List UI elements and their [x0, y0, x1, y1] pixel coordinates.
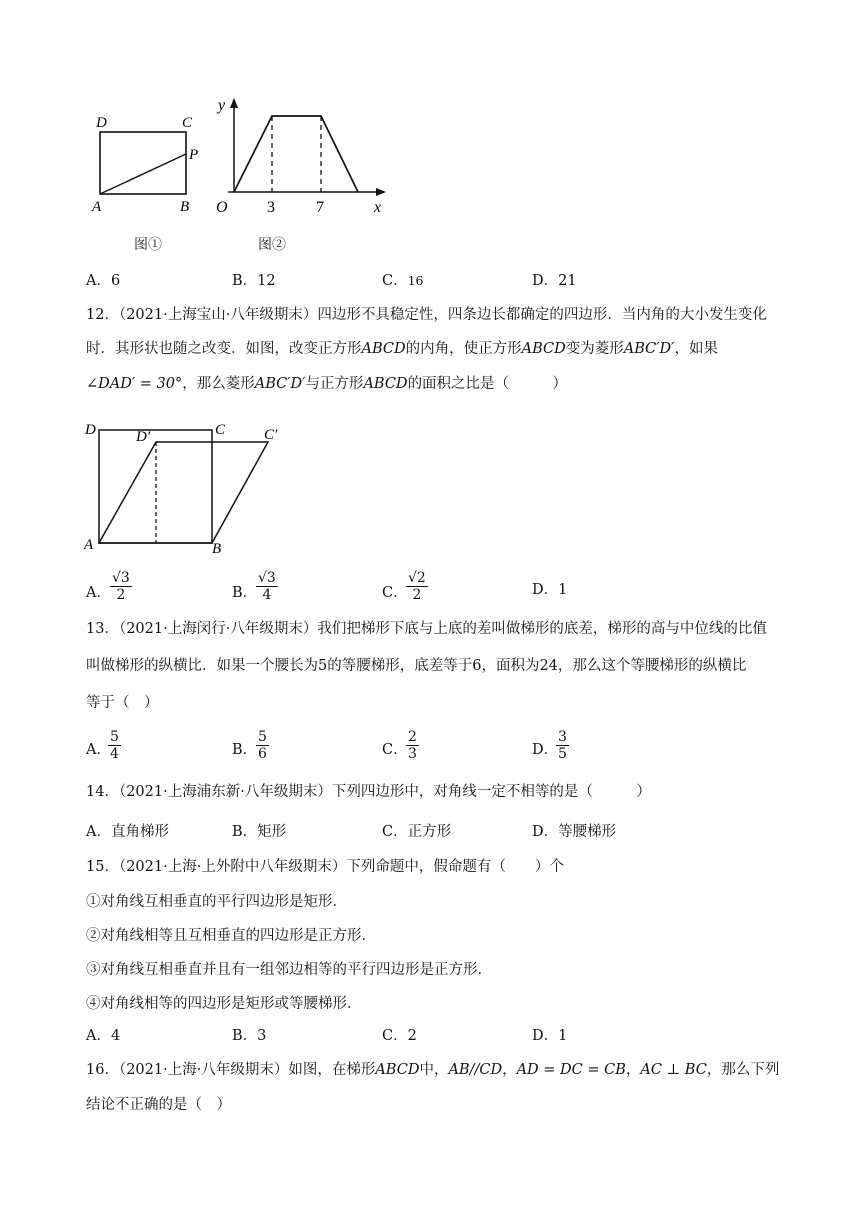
- q13-option-d-fraction[interactable]: $\frac{3}{5}$: [558, 729, 567, 762]
- q14-option-c[interactable]: C．正方形: [382, 824, 452, 840]
- q13-stem-line-2: 叫做梯形的纵横比．如果一个腰长为5的等腰梯形，底差等于6，面积为24，那么这个等腰梯形的纵横比: [86, 658, 747, 674]
- q13-option-b-letter[interactable]: B．: [232, 742, 258, 758]
- figure-2-graph: [210, 96, 395, 221]
- q12-option-b-letter[interactable]: B．: [232, 585, 258, 601]
- label-b: B: [212, 541, 222, 555]
- q12-option-d[interactable]: D．1: [532, 582, 568, 598]
- q12-option-a-fraction[interactable]: $\frac{√3}{2}$: [112, 570, 130, 603]
- q15-stem: 15．（2021·上海·上外附中八年级期末）下列命题中，假命题有（ ）个: [86, 859, 564, 875]
- label-c: C: [215, 422, 226, 438]
- q13-option-c-fraction[interactable]: $\frac{2}{3}$: [408, 729, 417, 762]
- segment-ap: [100, 154, 186, 194]
- q14-option-b[interactable]: B．矩形: [232, 824, 287, 840]
- q11-option-c[interactable]: C．16: [382, 273, 424, 289]
- q13-option-a-letter[interactable]: A．: [86, 742, 111, 758]
- q12-stem-line-1: 12．（2021·上海宝山·八年级期末）四边形不具稳定性，四条边长都确定的四边形．当内角的大小发生变化: [86, 307, 767, 323]
- q13-option-b-fraction[interactable]: $\frac{5}{6}$: [258, 729, 267, 762]
- q16-stem-line-2: 结论不正确的是（ ）: [86, 1097, 231, 1113]
- figure-1-rectangle: [88, 108, 218, 218]
- q12-option-b-fraction[interactable]: $\frac{√3}{4}$: [258, 570, 276, 603]
- label-a: A: [84, 537, 94, 553]
- q13-option-c-letter[interactable]: C．: [382, 742, 408, 758]
- label-c-prime: C′: [264, 427, 278, 443]
- q12-stem-line-2: 时．其形状也随之改变．如图，改变正方形ABCD的内角，使正方形ABCD变为菱形ABC′D′，如果: [86, 341, 718, 357]
- figure-1-caption: 图①: [134, 237, 162, 253]
- label-a: A: [92, 199, 102, 215]
- q14-option-a[interactable]: A．直角梯形: [86, 824, 169, 840]
- label-b: B: [180, 199, 190, 215]
- q12-option-c-fraction[interactable]: $\frac{√2}{2}$: [408, 570, 426, 603]
- figure-2-caption: 图②: [258, 237, 286, 253]
- trapezoid-graph: [234, 116, 358, 192]
- q15-option-c[interactable]: C．2: [382, 1028, 417, 1044]
- label-p: P: [189, 147, 199, 163]
- q14-option-d[interactable]: D．等腰梯形: [532, 824, 617, 840]
- q15-statement-2: ②对角线相等且互相垂直的四边形是正方形．: [86, 928, 376, 944]
- label-d: D: [85, 422, 96, 438]
- x-axis-arrow: [376, 188, 386, 196]
- rhombus-abc-prime-d-prime: [99, 442, 268, 543]
- axis-label-y: y: [218, 97, 226, 114]
- q15-option-d[interactable]: D．1: [532, 1028, 568, 1044]
- rectangle-abcd: [100, 132, 186, 194]
- q15-statement-4: ④对角线相等的四边形是矩形或等腰梯形．: [86, 996, 362, 1012]
- q15-statement-1: ①对角线互相垂直的平行四边形是矩形．: [86, 894, 347, 910]
- q15-option-a[interactable]: A．4: [86, 1028, 121, 1044]
- y-axis-arrow: [230, 98, 238, 108]
- q11-option-b[interactable]: B．12: [232, 273, 276, 289]
- label-c: C: [182, 115, 193, 131]
- q13-stem-line-1: 13．（2021·上海闵行·八年级期末）我们把梯形下底与上底的差叫做梯形的底差，梯形的高与中位线的比值: [86, 621, 767, 637]
- q12-stem-line-3: ∠DAD′ = 30°，那么菱形ABC′D′与正方形ABCD的面积之比是（ ）: [86, 376, 568, 392]
- label-d-prime: D′: [136, 429, 151, 445]
- origin-label: O: [216, 199, 228, 216]
- q15-statement-3: ③对角线互相垂直并且有一组邻边相等的平行四边形是正方形．: [86, 962, 492, 978]
- tick-label-7: 7: [316, 199, 324, 216]
- tick-label-3: 3: [267, 199, 275, 216]
- q12-option-a-letter[interactable]: A．: [86, 585, 111, 601]
- q13-option-a-fraction[interactable]: $\frac{5}{4}$: [110, 729, 119, 762]
- figure-q12-square-rhombus: [80, 415, 300, 555]
- q12-option-c-letter[interactable]: C．: [382, 585, 408, 601]
- q16-stem-line-1: 16．（2021·上海·八年级期末）如图，在梯形ABCD中，AB//CD，AD = DC = CB，AC ⊥ BC，那么下列: [86, 1062, 780, 1078]
- q11-option-a[interactable]: A．6: [86, 273, 121, 289]
- label-d: D: [96, 115, 107, 131]
- q15-option-b[interactable]: B．3: [232, 1028, 267, 1044]
- q14-stem: 14．（2021·上海浦东新·八年级期末）下列四边形中，对角线一定不相等的是（ ）: [86, 784, 651, 800]
- q11-option-d[interactable]: D．21: [532, 273, 577, 289]
- axis-label-x: x: [374, 199, 382, 216]
- q13-option-d-letter[interactable]: D．: [532, 742, 559, 758]
- q13-stem-line-3: 等于（ ）: [86, 695, 159, 711]
